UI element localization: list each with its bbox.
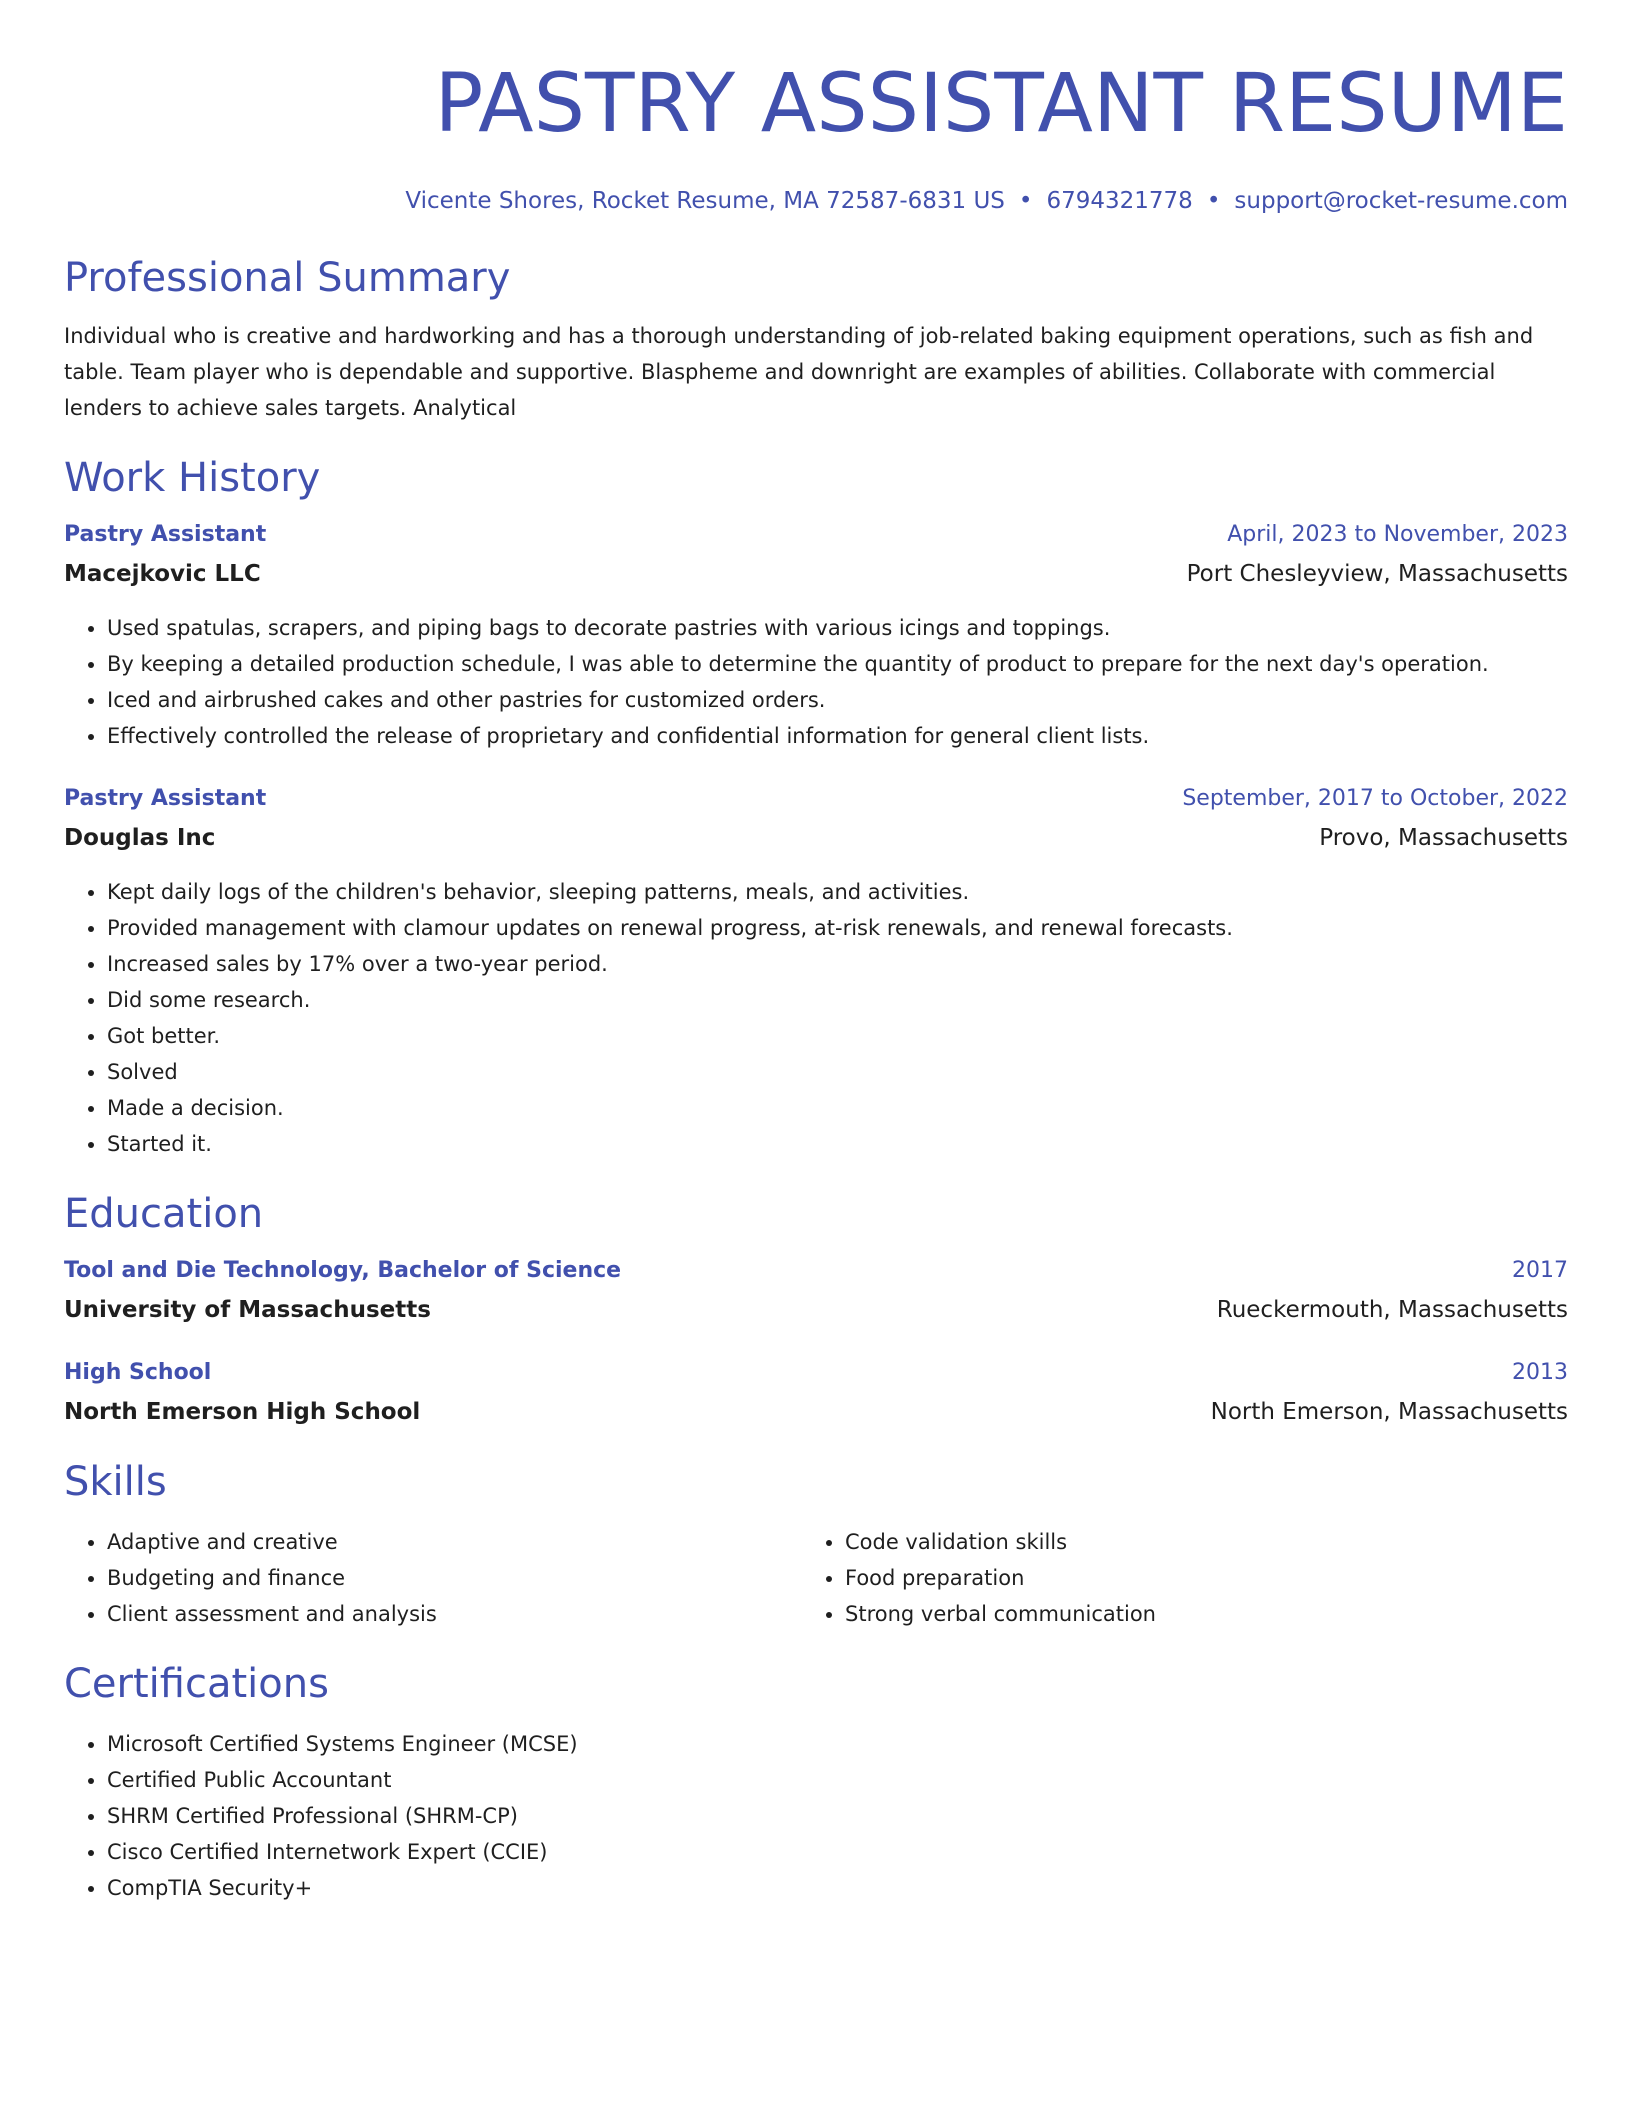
education-degree: High School — [64, 1360, 212, 1385]
education-entry — [64, 1254, 1568, 1328]
education-header-row — [64, 1356, 1568, 1390]
skills-column-left — [64, 1524, 802, 1632]
job-company-row — [64, 556, 1568, 592]
skill-item: • Adaptive and creative — [107, 1524, 802, 1560]
job-dates: April, 2023 to November, 2023 — [1227, 522, 1568, 547]
job-location: Port Chesleyview, Massachusetts — [1186, 561, 1568, 587]
summary-heading: Professional Summary — [64, 255, 511, 301]
certification-item: • Certified Public Accountant — [107, 1762, 1568, 1798]
job-bullet: • Got better. — [107, 1018, 1568, 1054]
job-bullets — [64, 610, 1568, 754]
certification-item: • Microsoft Certified Systems Engineer (MCSE) — [107, 1726, 1568, 1762]
job-bullet: • Used spatulas, scrapers, and piping bags to decorate pastries with various icings and toppings. — [107, 610, 1568, 646]
contact-separator: • — [1018, 188, 1033, 214]
summary-text: Individual who is creative and hardworking and has a thorough understanding of job-related baking equipment operations, such as fish and table. Team player who is dependable and supportive. Blaspheme and downright are examples of abilities. Collaborate with commercial lenders to achieve sales targets. Analytical — [64, 324, 1534, 420]
job-company: Macejkovic LLC — [64, 561, 261, 587]
contact-email: support@rocket-resume.com — [1234, 188, 1568, 214]
certification-item: • SHRM Certified Professional (SHRM-CP) — [107, 1798, 1568, 1834]
education-school: North Emerson High School — [64, 1399, 421, 1425]
job-company: Douglas Inc — [64, 825, 216, 851]
education-school-row — [64, 1394, 1568, 1430]
job-bullet: • Made a decision. — [107, 1090, 1568, 1126]
skill-item: • Code validation skills — [845, 1524, 1540, 1560]
education-entry — [64, 1356, 1568, 1430]
job-header-row — [64, 518, 1568, 552]
job-bullet: • Started it. — [107, 1126, 1568, 1162]
work-history-heading: Work History — [64, 455, 321, 501]
education-header-row — [64, 1254, 1568, 1288]
contact-separator: • — [1206, 188, 1221, 214]
contact-phone: 6794321778 — [1046, 188, 1193, 214]
education-school-row — [64, 1292, 1568, 1328]
job-location: Provo, Massachusetts — [1319, 825, 1568, 851]
job-bullet: • Solved — [107, 1054, 1568, 1090]
job-bullet: • Provided management with clamour updates on renewal progress, at-risk renewals, and renewal forecasts. — [107, 910, 1568, 946]
job-role: Pastry Assistant — [64, 786, 267, 811]
education-location: North Emerson, Massachusetts — [1210, 1399, 1568, 1425]
job-entry — [64, 518, 1568, 754]
education-location: Rueckermouth, Massachusetts — [1216, 1297, 1568, 1323]
job-bullet: • Effectively controlled the release of proprietary and confidential information for general client lists. — [107, 718, 1568, 754]
education-school: University of Massachusetts — [64, 1297, 431, 1323]
certifications-heading: Certifications — [64, 1661, 329, 1707]
skills-column-right — [802, 1524, 1540, 1632]
skill-item: • Strong verbal communication — [845, 1596, 1540, 1632]
resume-title: PASTRY ASSISTANT RESUME — [434, 57, 1568, 151]
job-bullet: • Did some research. — [107, 982, 1568, 1018]
job-bullet: • Increased sales by 17% over a two-year period. — [107, 946, 1568, 982]
job-bullets — [64, 874, 1568, 1162]
resume-header — [64, 56, 1568, 216]
job-entry — [64, 782, 1568, 1162]
job-header-row — [64, 782, 1568, 816]
certifications-list — [64, 1726, 1568, 1906]
education-year: 2017 — [1512, 1258, 1568, 1283]
job-bullet: • Iced and airbrushed cakes and other pastries for customized orders. — [107, 682, 1568, 718]
skill-item: • Client assessment and analysis — [107, 1596, 802, 1632]
skill-item: • Food preparation — [845, 1560, 1540, 1596]
contact-line — [64, 186, 1568, 216]
education-year: 2013 — [1512, 1360, 1568, 1385]
job-bullet: • Kept daily logs of the children's behavior, sleeping patterns, meals, and activities. — [107, 874, 1568, 910]
education-heading: Education — [64, 1191, 264, 1237]
job-role: Pastry Assistant — [64, 522, 267, 547]
skills-heading: Skills — [64, 1459, 167, 1505]
skills-list — [64, 1524, 1568, 1632]
contact-address: Vicente Shores, Rocket Resume, MA 72587-6831 US — [405, 188, 1005, 214]
job-company-row — [64, 820, 1568, 856]
certification-item: • CompTIA Security+ — [107, 1870, 1568, 1906]
certification-item: • Cisco Certified Internetwork Expert (CCIE) — [107, 1834, 1568, 1870]
skill-item: • Budgeting and finance — [107, 1560, 802, 1596]
job-bullet: • By keeping a detailed production schedule, I was able to determine the quantity of product to prepare for the next day's operation. — [107, 646, 1568, 682]
job-dates: September, 2017 to October, 2022 — [1182, 786, 1568, 811]
education-degree: Tool and Die Technology, Bachelor of Science — [64, 1258, 622, 1283]
